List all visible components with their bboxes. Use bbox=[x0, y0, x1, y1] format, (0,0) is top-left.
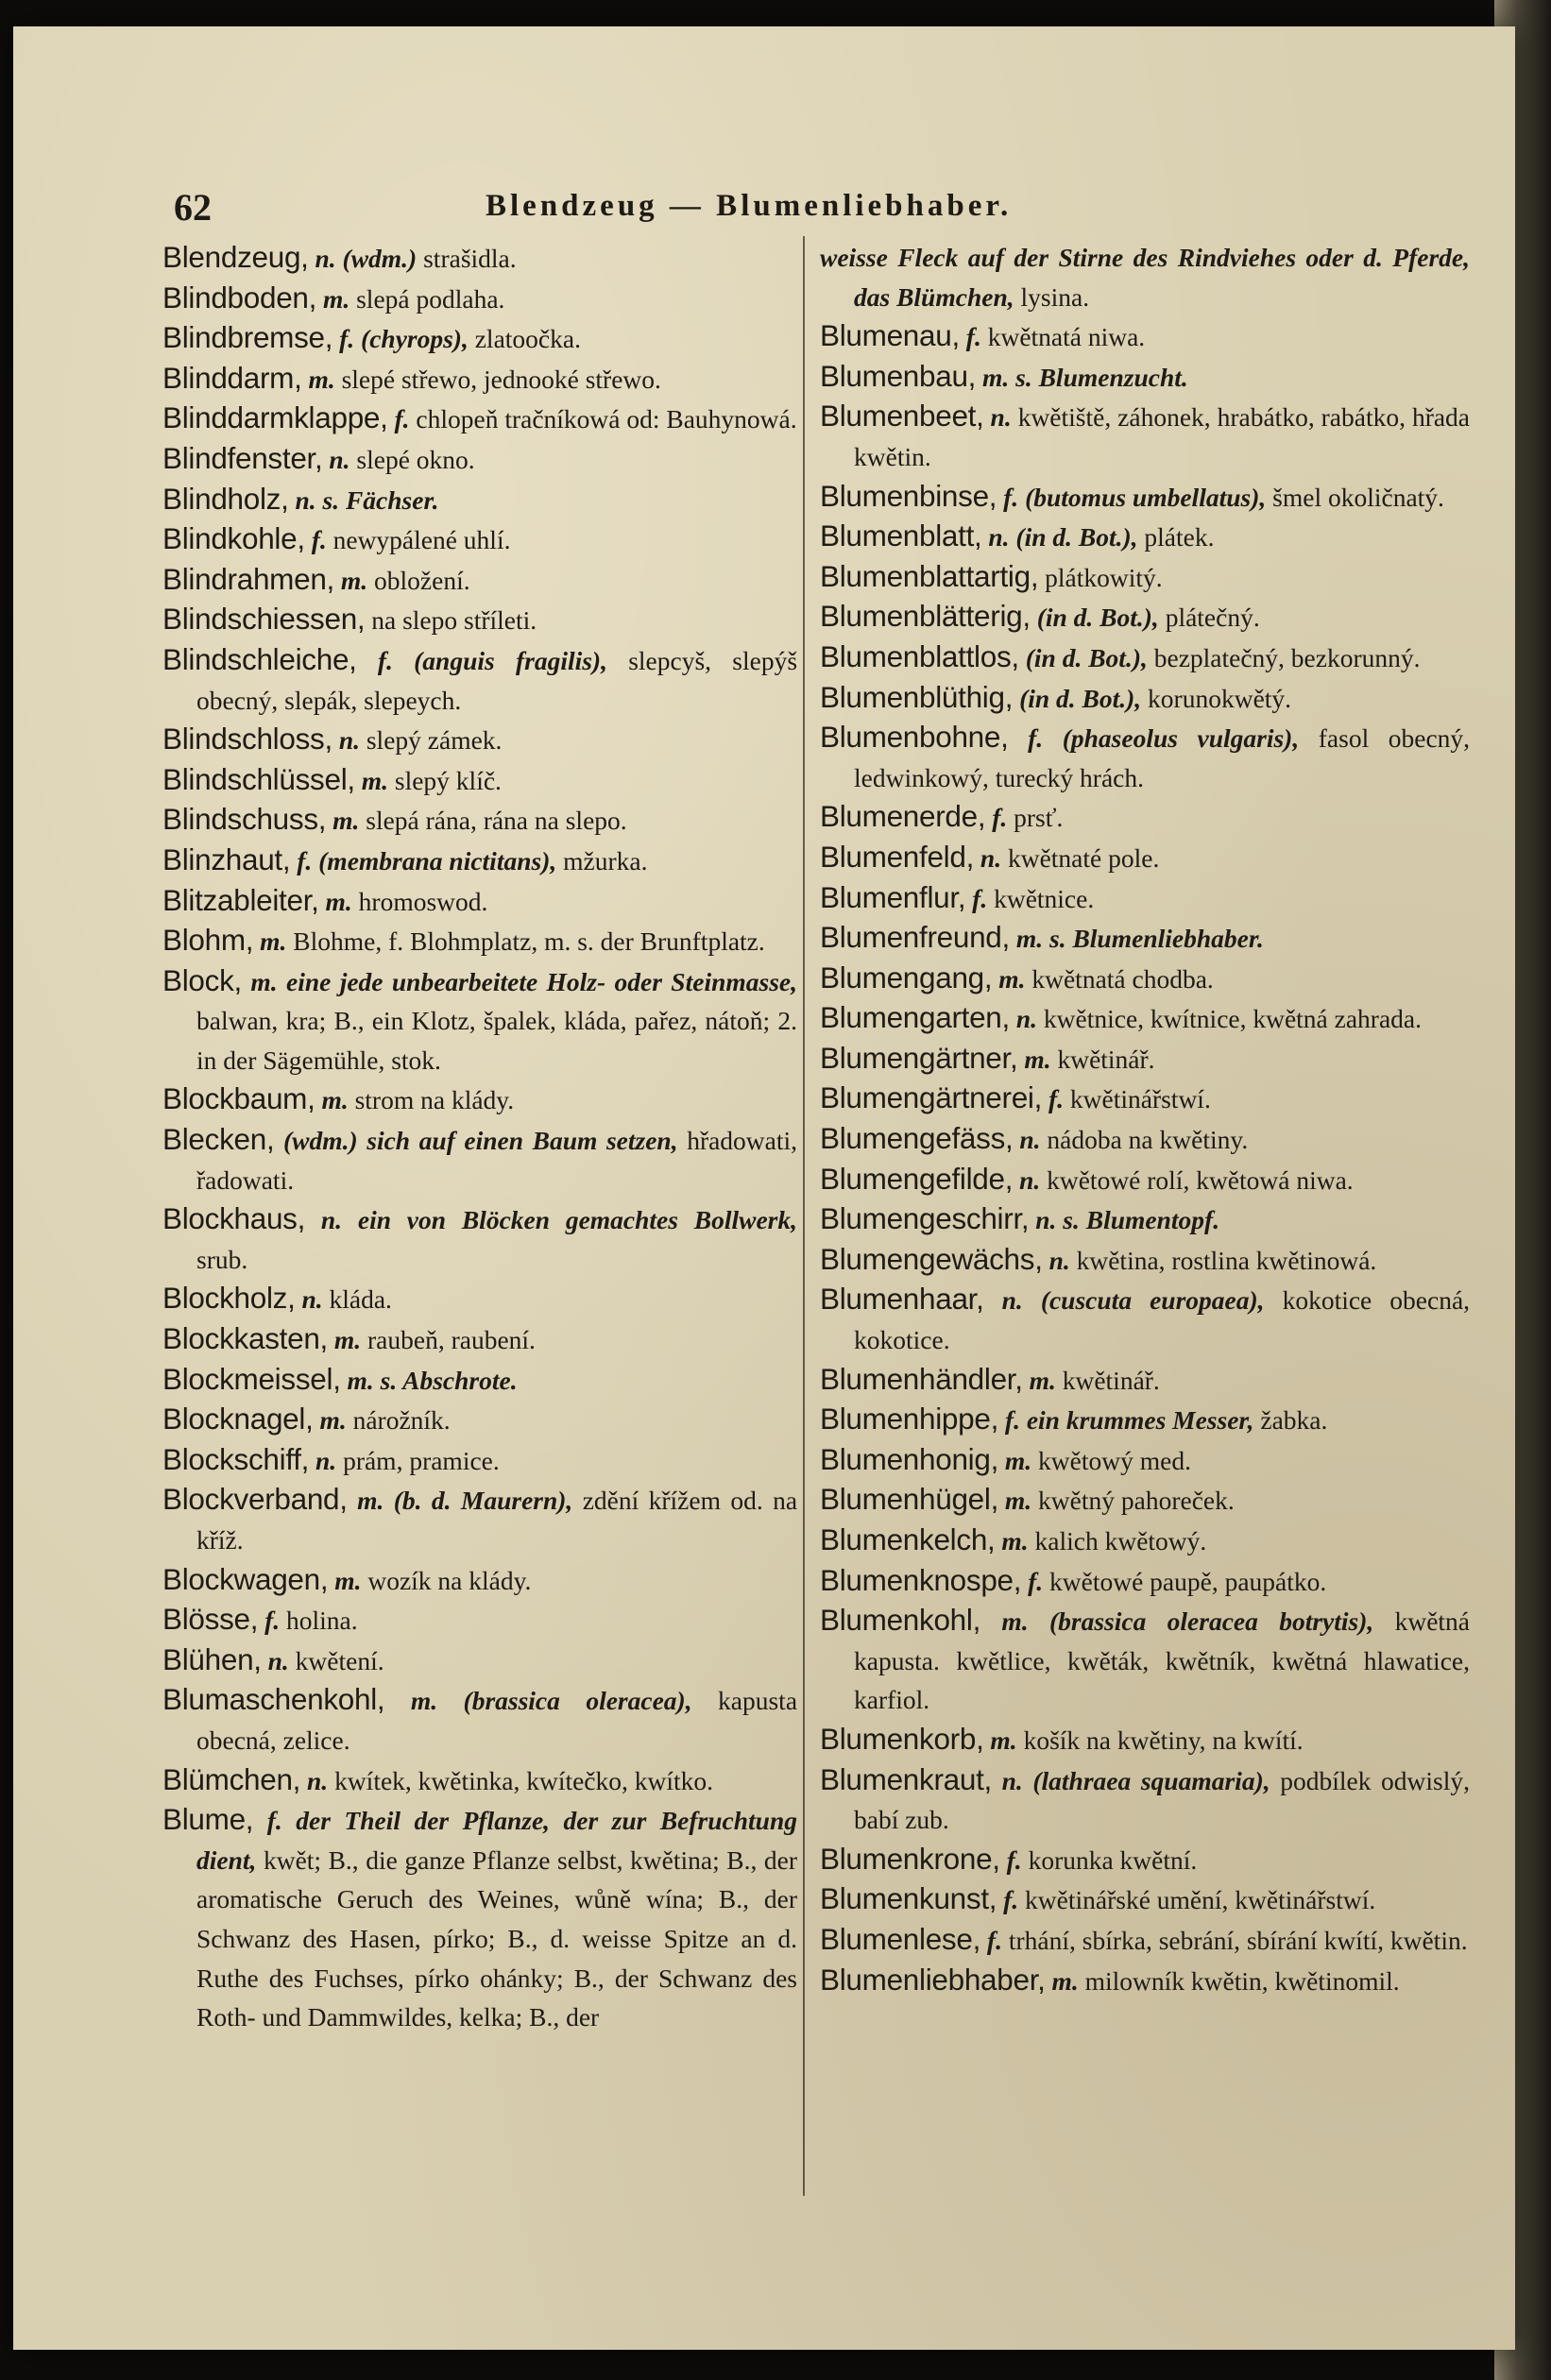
entry-headword: Blindkohle, bbox=[162, 521, 305, 556]
entry-headword: Blumengefilde, bbox=[820, 1161, 1014, 1196]
entry-czech-definition: bezplatečný, bezkorunný. bbox=[1153, 642, 1421, 672]
dictionary-entry bbox=[162, 279, 797, 319]
entry-czech-definition: kwět; B., die ganze Pflanze selbst, kwětina; B., der aromatische Geruch des Weines, wůně wína; B., der Schwanz des Hasen, pírko; B., d. weisse Spitze an d. Ruthe des Fuchses, pírko ohánky; B., der Schwanz des Roth- und Dammwildes, kelka; B., der bbox=[196, 1844, 798, 2032]
dictionary-entry bbox=[162, 1560, 797, 1601]
entry-czech-definition: srub. bbox=[196, 1244, 248, 1274]
dictionary-entry bbox=[820, 1521, 1470, 1561]
entry-grammar-label: f. bbox=[972, 883, 988, 913]
dictionary-entry bbox=[162, 480, 797, 520]
entry-czech-definition: kokotice obecná, kokotice. bbox=[854, 1285, 1471, 1355]
entry-czech-definition: korunokwětý. bbox=[1148, 683, 1292, 713]
entry-headword: Blumenflur, bbox=[820, 879, 966, 914]
entry-headword: Blumenkelch, bbox=[820, 1522, 996, 1556]
entry-czech-definition: kwětowé rolí, kwětowá niwa. bbox=[1047, 1164, 1354, 1195]
dictionary-entry bbox=[162, 1400, 797, 1440]
entry-czech-definition: plátkowitý. bbox=[1045, 562, 1163, 592]
entry-headword: Blindfenster, bbox=[162, 440, 323, 475]
dictionary-entry bbox=[820, 1760, 1470, 1840]
dictionary-entry bbox=[162, 560, 797, 601]
dictionary-entry bbox=[820, 1199, 1470, 1240]
entry-headword: Blumenblattlos, bbox=[820, 638, 1019, 673]
entry-grammar-label: n. bbox=[1001, 1765, 1023, 1795]
dictionary-entry bbox=[162, 1279, 797, 1319]
entry-headword: Blindschleiche, bbox=[162, 641, 357, 676]
entry-czech-definition: wozík na klády. bbox=[367, 1565, 532, 1595]
entry-grammar-label: f. bbox=[1028, 723, 1044, 754]
entry-grammar-label: f. bbox=[339, 324, 355, 354]
entry-grammar-label: n. bbox=[990, 402, 1012, 433]
entry-czech-definition: kwětnaté pole. bbox=[1007, 842, 1160, 873]
entry-czech-definition: slepá rána, rána na slepo. bbox=[366, 806, 627, 836]
entry-czech-definition: kapusta obecná, zelice. bbox=[196, 1686, 798, 1755]
entry-czech-definition: newypálené uhlí. bbox=[332, 525, 511, 555]
entry-headword: Blindschiessen, bbox=[162, 602, 366, 637]
entry-czech-definition: kwětnice. bbox=[994, 883, 1095, 913]
dictionary-entry bbox=[820, 998, 1470, 1039]
page-header bbox=[174, 185, 1411, 232]
entry-grammar-label: m. bbox=[1004, 1445, 1032, 1475]
entry-german-explanation: eine jede unbearbeitete Holz- oder Steinmasse, bbox=[286, 966, 798, 996]
entry-german-explanation: (in d. Bot.), bbox=[1036, 603, 1159, 633]
dictionary-entry bbox=[162, 359, 797, 400]
entry-czech-definition: obložení. bbox=[374, 565, 470, 595]
dictionary-entry bbox=[162, 720, 797, 760]
entry-headword: Blocknagel, bbox=[162, 1402, 314, 1436]
column-divider bbox=[803, 236, 805, 2196]
dictionary-entry bbox=[162, 439, 797, 480]
entry-german-explanation: ein von Blöcken gemachtes Bollwerk, bbox=[357, 1205, 797, 1235]
entry-grammar-label: f. bbox=[394, 404, 410, 434]
entry-czech-definition: kwětinář. bbox=[1062, 1365, 1160, 1395]
entry-grammar-label: f. bbox=[1028, 1566, 1044, 1596]
entry-headword: Blumenhaar, bbox=[820, 1282, 984, 1317]
entry-headword: Blumengärtner, bbox=[820, 1040, 1018, 1075]
entry-german-explanation: (in d. Bot.), bbox=[1015, 522, 1138, 552]
dictionary-entry bbox=[820, 718, 1470, 797]
entry-headword: Blümchen, bbox=[162, 1761, 301, 1796]
entry-headword: Blumengärtnerei, bbox=[820, 1080, 1043, 1115]
entry-czech-definition: holina. bbox=[286, 1606, 358, 1636]
entry-grammar-label: m. bbox=[361, 765, 388, 795]
entry-german-explanation: (in d. Bot.), bbox=[1025, 642, 1148, 672]
entry-german-explanation: s. Blumentopf. bbox=[1063, 1205, 1220, 1235]
entry-headword: Blockholz, bbox=[162, 1281, 296, 1316]
entry-czech-definition: korunka kwětní. bbox=[1028, 1844, 1198, 1875]
dictionary-entry bbox=[162, 399, 797, 439]
entry-grammar-label: f. bbox=[311, 525, 327, 555]
entry-german-explanation: (in d. Bot.), bbox=[1019, 683, 1142, 713]
entry-headword: Blumenau, bbox=[820, 318, 960, 353]
entry-headword: Blumengewächs, bbox=[820, 1241, 1043, 1276]
entry-grammar-label: m. bbox=[321, 1085, 349, 1115]
dictionary-entry bbox=[820, 1039, 1470, 1080]
entry-headword: Blecken, bbox=[162, 1122, 275, 1157]
entry-headword: Blumenfeld, bbox=[820, 839, 975, 874]
entry-headword: Blockhaus, bbox=[162, 1201, 306, 1236]
entry-german-explanation: (wdm.) bbox=[342, 244, 418, 273]
entry-headword: Blumenhippe, bbox=[820, 1402, 999, 1436]
dictionary-entry bbox=[162, 1480, 797, 1559]
entry-grammar-label: n. bbox=[1019, 1164, 1041, 1195]
entry-grammar-label: n. bbox=[301, 1284, 323, 1315]
entry-czech-definition: kwítek, kwětinka, kwítečko, kwítko. bbox=[334, 1765, 714, 1795]
entry-czech-definition: slepý zámek. bbox=[366, 725, 503, 756]
entry-headword: Blockverband, bbox=[162, 1482, 348, 1517]
dictionary-entry bbox=[162, 961, 797, 1080]
entry-grammar-label: n. bbox=[315, 1445, 337, 1475]
entry-grammar-label: n. bbox=[315, 244, 336, 273]
entry-czech-definition: fasol obecný, ledwinkowý, turecký hrách. bbox=[854, 723, 1471, 792]
entry-grammar-label: m. bbox=[308, 364, 335, 394]
entry-czech-definition: podbílek odwislý, babí zub. bbox=[854, 1765, 1470, 1835]
entry-czech-definition: mžurka. bbox=[563, 845, 648, 876]
entry-grammar-label: m. bbox=[334, 1565, 362, 1595]
entry-grammar-label: m. bbox=[982, 362, 1010, 392]
entry-grammar-label: m. bbox=[250, 966, 278, 996]
entry-czech-definition: kwětnatá niwa. bbox=[987, 322, 1146, 352]
dictionary-entry bbox=[162, 1080, 797, 1120]
entry-grammar-label: f. bbox=[1006, 1844, 1022, 1875]
entry-german-explanation: ein krummes Messer, bbox=[1026, 1405, 1254, 1436]
dictionary-entry bbox=[162, 760, 797, 801]
entry-german-explanation: (membrana nictitans), bbox=[318, 845, 557, 876]
entry-headword: Blindschloss, bbox=[162, 722, 332, 756]
entry-german-explanation: weisse Fleck auf der Stirne des Rindviehes oder d. Pferde, das Blümchen, bbox=[820, 243, 1470, 312]
page-number: 62 bbox=[174, 186, 212, 229]
entry-czech-definition: na slepo stříleti. bbox=[371, 605, 537, 636]
entry-czech-definition: slepý klíč. bbox=[394, 765, 502, 795]
entry-czech-definition: plátek. bbox=[1144, 522, 1215, 552]
entry-grammar-label: f. bbox=[266, 1806, 282, 1836]
entry-headword: Blumengang, bbox=[820, 960, 993, 994]
entry-grammar-label: m. bbox=[998, 963, 1026, 994]
entry-headword: Blindholz, bbox=[162, 481, 289, 516]
entry-german-explanation: der Theil der Pflanze, der zur Befruchtung dient, bbox=[196, 1806, 798, 1875]
entry-czech-definition: lysina. bbox=[1020, 281, 1090, 312]
entry-grammar-label: f. bbox=[1003, 1885, 1019, 1915]
dictionary-entry bbox=[820, 918, 1470, 959]
entry-german-explanation: (b. d. Maurern), bbox=[393, 1486, 573, 1516]
entry-headword: Blühen, bbox=[162, 1641, 262, 1676]
dictionary-entry bbox=[162, 519, 797, 560]
entry-german-explanation: s. Fächser. bbox=[322, 484, 439, 515]
dictionary-entry bbox=[162, 881, 797, 922]
dictionary-entry bbox=[820, 1240, 1470, 1281]
entry-headword: Blumengarten, bbox=[820, 1000, 1010, 1035]
dictionary-entry bbox=[820, 1079, 1470, 1119]
dictionary-entry bbox=[820, 678, 1470, 719]
entry-czech-definition: Blohme, f. Blohmplatz, m. s. der Brunftplatz. bbox=[293, 926, 765, 957]
entry-german-explanation: s. Abschrote. bbox=[380, 1365, 518, 1395]
entry-czech-definition: kwětowé paupě, paupátko. bbox=[1049, 1566, 1327, 1596]
entry-grammar-label: m. bbox=[325, 886, 352, 916]
entry-grammar-label: m. bbox=[319, 1405, 347, 1436]
dictionary-entry bbox=[820, 1879, 1470, 1920]
entry-czech-definition: chlopeň tračníkowá od: Bauhynowá. bbox=[416, 404, 797, 434]
left-column bbox=[162, 238, 797, 2037]
dictionary-entry bbox=[162, 1800, 797, 2037]
dictionary-entry bbox=[820, 838, 1470, 878]
dictionary-entry bbox=[820, 517, 1470, 557]
entry-grammar-label: n. bbox=[320, 1205, 343, 1235]
entry-grammar-label: f. bbox=[1003, 482, 1019, 512]
entry-grammar-label: n. bbox=[1048, 1245, 1070, 1275]
entry-german-explanation: (chyrops), bbox=[361, 324, 469, 354]
dictionary-entry bbox=[820, 477, 1470, 518]
entry-grammar-label: n. bbox=[338, 725, 360, 756]
entry-grammar-label: m. bbox=[990, 1725, 1017, 1755]
entry-grammar-label: f. bbox=[965, 322, 981, 352]
dictionary-entry bbox=[162, 600, 797, 640]
entry-grammar-label: n. bbox=[1015, 1004, 1038, 1034]
entry-grammar-label: m. bbox=[1024, 1044, 1051, 1074]
dictionary-entry bbox=[162, 1600, 797, 1640]
dictionary-entry bbox=[162, 921, 797, 961]
entry-czech-definition: prám, pramice. bbox=[343, 1445, 500, 1475]
entry-grammar-label: m. bbox=[347, 1365, 374, 1395]
entry-headword: Blumenkorb, bbox=[820, 1721, 984, 1756]
entry-grammar-label: m. bbox=[333, 1325, 362, 1355]
entry-headword: Blumenblatt, bbox=[820, 518, 982, 553]
dictionary-entry bbox=[820, 597, 1470, 638]
dictionary-entry bbox=[162, 1680, 797, 1760]
entry-headword: Blösse, bbox=[162, 1602, 259, 1637]
entry-headword: Block, bbox=[162, 962, 242, 997]
entry-czech-definition: strašidla. bbox=[423, 244, 517, 273]
entry-headword: Blumenknospe, bbox=[820, 1562, 1022, 1597]
entry-headword: Blume, bbox=[162, 1802, 254, 1837]
entry-czech-definition: balwan, kra; B., ein Klotz, špalek, kláda, pařez, nátoň; 2. in der Sägemühle, stok. bbox=[196, 1006, 797, 1075]
entry-headword: Blumenkraut, bbox=[820, 1761, 992, 1796]
dictionary-entry bbox=[162, 238, 797, 279]
entry-german-explanation: (butomus umbellatus), bbox=[1025, 482, 1267, 512]
dictionary-entry bbox=[820, 1720, 1470, 1760]
entry-german-explanation: s. Blumenzucht. bbox=[1015, 362, 1188, 392]
dictionary-entry bbox=[162, 1440, 797, 1481]
dictionary-entry bbox=[820, 1961, 1470, 2001]
entry-headword: Blumenkunst, bbox=[820, 1881, 997, 1916]
entry-headword: Blumaschenkohl, bbox=[162, 1682, 385, 1717]
entry-grammar-label: f. bbox=[264, 1606, 281, 1636]
dictionary-entry bbox=[820, 1561, 1470, 1602]
dictionary-entry bbox=[820, 1160, 1470, 1200]
entry-german-explanation: (anguis fragilis), bbox=[414, 645, 607, 675]
entry-german-explanation: (brassica oleracea), bbox=[463, 1686, 692, 1716]
dictionary-entry bbox=[820, 316, 1470, 357]
entry-grammar-label: m. bbox=[1001, 1526, 1029, 1556]
entry-headword: Blumenblüthig, bbox=[820, 679, 1014, 714]
entry-czech-definition: hromoswod. bbox=[358, 886, 488, 916]
entry-grammar-label: f. bbox=[1048, 1084, 1065, 1114]
entry-grammar-label: f. bbox=[1004, 1405, 1020, 1436]
entry-headword: Blindschlüssel, bbox=[162, 761, 355, 796]
dictionary-entry bbox=[820, 1360, 1470, 1401]
entry-grammar-label: n. bbox=[1035, 1205, 1057, 1235]
entry-german-explanation: (brassica oleracea botrytis), bbox=[1048, 1606, 1374, 1637]
entry-headword: Blohm, bbox=[162, 923, 254, 958]
dictionary-entry bbox=[162, 318, 797, 359]
entry-grammar-label: m. bbox=[332, 806, 360, 836]
entry-grammar-label: n. bbox=[1001, 1285, 1023, 1316]
entry-grammar-label: n. bbox=[267, 1645, 289, 1675]
dictionary-entry bbox=[820, 1119, 1470, 1160]
dictionary-entry bbox=[820, 1601, 1470, 1720]
entry-czech-definition: slepá podlaha. bbox=[356, 283, 505, 314]
entry-headword: Blumenlese, bbox=[820, 1921, 981, 1956]
entry-czech-definition: šmel okoličnatý. bbox=[1272, 482, 1444, 512]
dictionary-entry bbox=[820, 797, 1470, 838]
entry-grammar-label: f. bbox=[297, 845, 313, 876]
dictionary-entry bbox=[820, 1440, 1470, 1481]
dictionary-entry bbox=[820, 1840, 1470, 1880]
entry-czech-definition: kwětowý med. bbox=[1038, 1445, 1191, 1475]
dictionary-entry bbox=[820, 1400, 1470, 1440]
dictionary-entry bbox=[820, 238, 1470, 316]
dictionary-entry bbox=[820, 959, 1470, 999]
entry-headword: Blumenhonig, bbox=[820, 1441, 999, 1476]
entry-czech-definition: milowník kwětin, kwětinomil. bbox=[1084, 1965, 1400, 1996]
entry-headword: Blindrahmen, bbox=[162, 561, 335, 596]
right-column bbox=[820, 238, 1470, 2000]
dictionary-entry bbox=[162, 1760, 797, 1801]
entry-headword: Blumenblätterig, bbox=[820, 599, 1031, 634]
entry-grammar-label: f. bbox=[377, 645, 393, 675]
entry-grammar-label: f. bbox=[986, 1925, 1002, 1955]
entry-czech-definition: nárožník. bbox=[352, 1405, 451, 1436]
dictionary-entry bbox=[820, 557, 1470, 598]
dictionary-entry bbox=[162, 800, 797, 841]
entry-headword: Blumenliebhaber, bbox=[820, 1962, 1046, 1997]
entry-czech-definition: kwětení. bbox=[295, 1645, 384, 1675]
entry-headword: Blockkasten, bbox=[162, 1321, 328, 1356]
dictionary-entry bbox=[820, 1280, 1470, 1359]
entry-grammar-label: m. bbox=[260, 926, 287, 957]
entry-czech-definition: kwětiště, záhonek, hrabátko, rabátko, hřada kwětin. bbox=[854, 402, 1471, 471]
entry-headword: Blockwagen, bbox=[162, 1561, 329, 1596]
entry-german-explanation: (wdm.) sich auf einen Baum setzen, bbox=[283, 1126, 678, 1156]
entry-headword: Blendzeug, bbox=[162, 240, 309, 274]
dictionary-entry bbox=[820, 638, 1470, 678]
entry-grammar-label: m. bbox=[1004, 1486, 1032, 1516]
entry-czech-definition: kwětný pahoreček. bbox=[1038, 1486, 1235, 1516]
entry-headword: Blockmeissel, bbox=[162, 1361, 341, 1396]
entry-headword: Blumenbohne, bbox=[820, 720, 1009, 755]
entry-czech-definition: kalich kwětowý. bbox=[1034, 1526, 1207, 1556]
dictionary-entry bbox=[162, 1120, 797, 1199]
entry-headword: Blumenbau, bbox=[820, 358, 977, 393]
dictionary-entry bbox=[820, 1480, 1470, 1521]
dictionary-entry bbox=[162, 1199, 797, 1279]
dictionary-entry bbox=[162, 640, 797, 720]
entry-czech-definition: zlatoočka. bbox=[474, 324, 581, 354]
entry-czech-definition: nádoba na kwětiny. bbox=[1047, 1125, 1249, 1155]
entry-headword: Blindschuss, bbox=[162, 802, 327, 837]
entry-czech-definition: prsť. bbox=[1014, 803, 1064, 833]
dictionary-entry bbox=[820, 878, 1470, 919]
entry-czech-definition: kwětnice, kwítnice, kwětná zahrada. bbox=[1043, 1004, 1422, 1034]
dictionary-entry bbox=[820, 397, 1470, 476]
entry-headword: Blindboden, bbox=[162, 280, 317, 314]
entry-headword: Blumenkrone, bbox=[820, 1841, 1000, 1876]
entry-grammar-label: m. bbox=[357, 1486, 384, 1516]
entry-czech-definition: kwětná kapusta. kwětlice, kwěták, kwětník, kwětná hlawatice, karfiol. bbox=[854, 1606, 1471, 1715]
dictionary-entry bbox=[162, 1319, 797, 1360]
entry-headword: Blumenfreund, bbox=[820, 920, 1010, 955]
entry-grammar-label: m. bbox=[1001, 1606, 1029, 1637]
entry-german-explanation: s. Blumenliebhaber. bbox=[1049, 924, 1264, 954]
entry-headword: Blumenbeet, bbox=[820, 399, 984, 434]
entry-grammar-label: n. bbox=[980, 842, 1002, 873]
entry-headword: Blinddarm, bbox=[162, 360, 302, 395]
entry-grammar-label: n. bbox=[307, 1765, 329, 1795]
entry-headword: Blinddarmklappe, bbox=[162, 400, 388, 435]
entry-headword: Blumenblattartig, bbox=[820, 558, 1039, 593]
entry-czech-definition: kwětinářské umění, kwětinářstwí. bbox=[1025, 1885, 1376, 1915]
entry-headword: Blockschiff, bbox=[162, 1441, 310, 1476]
entry-czech-definition: kwětinářstwí. bbox=[1069, 1084, 1211, 1114]
entry-headword: Blinzhaut, bbox=[162, 842, 291, 876]
entry-grammar-label: m. bbox=[1051, 1965, 1079, 1996]
running-head: Blendzeug — Blumenliebhaber. bbox=[486, 189, 1013, 223]
entry-headword: Blumenerde, bbox=[820, 799, 986, 834]
entry-czech-definition: strom na klády. bbox=[354, 1085, 515, 1115]
entry-czech-definition: plátečný. bbox=[1165, 603, 1260, 633]
entry-grammar-label: n. bbox=[295, 484, 316, 515]
entry-czech-definition: slepé střewo, jednooké střewo. bbox=[341, 364, 661, 394]
entry-czech-definition: slepcyš, slepýš obecný, slepák, slepeych. bbox=[196, 645, 798, 715]
entry-czech-definition: zdění křížem od. na kříž. bbox=[196, 1486, 798, 1555]
entry-czech-definition: kwětina, rostlina kwětinowá. bbox=[1076, 1245, 1377, 1275]
entry-grammar-label: m. bbox=[322, 283, 350, 314]
entry-grammar-label: n. bbox=[988, 522, 1010, 552]
entry-german-explanation: (phaseolus vulgaris), bbox=[1062, 723, 1300, 754]
dictionary-entry bbox=[162, 841, 797, 881]
entry-headword: Blumengeschirr, bbox=[820, 1201, 1030, 1236]
entry-grammar-label: n. bbox=[1019, 1125, 1041, 1155]
entry-headword: Blumenbinse, bbox=[820, 478, 997, 513]
dictionary-entry bbox=[162, 1360, 797, 1401]
dictionary-entry bbox=[820, 357, 1470, 398]
entry-headword: Blumenhändler, bbox=[820, 1361, 1023, 1396]
entry-grammar-label: m. bbox=[1015, 924, 1044, 954]
entry-german-explanation: (cuscuta europaea), bbox=[1040, 1285, 1265, 1316]
entry-czech-definition: košík na kwětiny, na kwítí. bbox=[1023, 1725, 1304, 1755]
entry-czech-definition: kláda. bbox=[329, 1284, 392, 1315]
entry-headword: Blindbremse, bbox=[162, 320, 333, 355]
entry-czech-definition: trhání, sbírka, sebrání, sbírání kwítí, kwětin. bbox=[1008, 1925, 1468, 1955]
entry-grammar-label: f. bbox=[992, 803, 1008, 833]
entry-czech-definition: žabka. bbox=[1260, 1405, 1328, 1436]
entry-czech-definition: kwětinář. bbox=[1057, 1044, 1155, 1074]
entry-czech-definition: raubeň, raubení. bbox=[367, 1325, 536, 1355]
dictionary-entry bbox=[162, 1640, 797, 1681]
entry-grammar-label: n. bbox=[329, 444, 350, 474]
entry-headword: Blumenkohl, bbox=[820, 1603, 981, 1638]
entry-headword: Blockbaum, bbox=[162, 1081, 315, 1116]
entry-headword: Blumengefäss, bbox=[820, 1121, 1014, 1156]
entry-czech-definition: kwětnatá chodba. bbox=[1031, 963, 1214, 994]
entry-headword: Blitzableiter, bbox=[162, 882, 319, 917]
entry-czech-definition: hřadowati, řadowati. bbox=[196, 1126, 798, 1195]
entry-grammar-label: m. bbox=[340, 565, 368, 595]
dictionary-entry bbox=[820, 1920, 1470, 1961]
entry-headword: Blumenhügel, bbox=[820, 1482, 999, 1517]
entry-grammar-label: m. bbox=[410, 1686, 438, 1716]
entry-czech-definition: slepé okno. bbox=[356, 444, 475, 474]
entry-german-explanation: (lathraea squamaria), bbox=[1032, 1765, 1270, 1795]
entry-grammar-label: m. bbox=[1029, 1365, 1056, 1395]
